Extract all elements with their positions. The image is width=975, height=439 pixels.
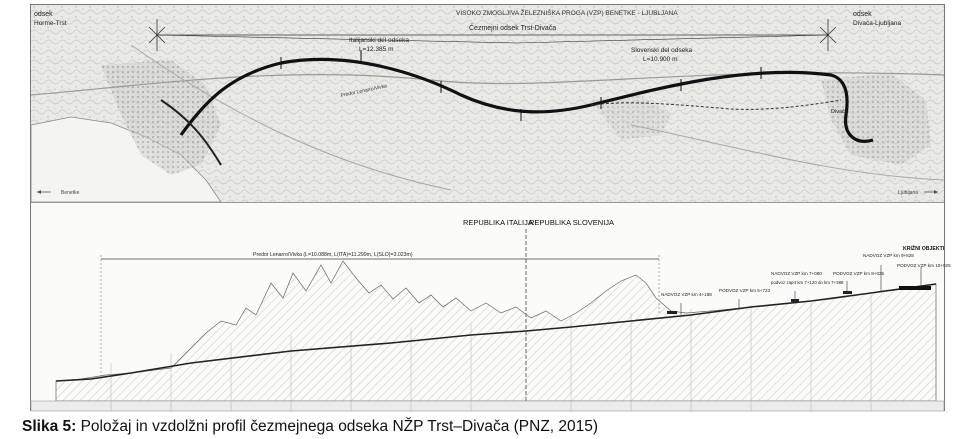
annotation-nadvoz-4188: NADVOZ VZP km 4+188	[661, 292, 712, 297]
left-corner-label: odsek	[34, 11, 53, 18]
right-corner-sub: Divača-Ljubljana	[853, 20, 902, 27]
slovenian-section-length: L=10.900 m	[643, 56, 678, 63]
slovenian-section-label: Slovenski del odseka	[631, 47, 693, 54]
left-corner-sub: Horme-Trst	[34, 20, 67, 27]
figure	[30, 4, 951, 411]
annotation-podvoz-8025: PODVOZ VZP km 8+025	[833, 271, 885, 276]
profile-data-band	[31, 401, 944, 411]
map-panel	[31, 5, 944, 202]
station-label: Divača	[831, 109, 848, 115]
italian-section-length: L=12.385 m	[359, 46, 394, 53]
map-tunnel-label: Predor Lenarro/Vivka	[340, 83, 388, 99]
caption-text: Položaj in vzdolžni profil čezmejnega odseka NŽP Trst–Divača (PNZ, 2015)	[76, 418, 599, 435]
figure-caption	[22, 418, 598, 436]
border-label-slovenia: REPUBLIKA SLOVENIJA	[529, 218, 615, 227]
map-title: VISOKO ZMOGLJIVA ŽELEZNIŠKA PROGA (VZP) BENETKE - LJUBLJANA	[456, 10, 678, 17]
map-left-end-label: Benetke	[61, 190, 80, 196]
tunnel-label: Predor Lenarro/Vivka (L=10.088m, L(ITA)=11.299m, L(SLO)=3.023m)	[253, 252, 413, 258]
annotation-nadvoz-9828: NADVOZ VZP km 9+828	[863, 253, 914, 258]
annotation-krizni-objekti: KRIŽNI OBJEKTI	[903, 246, 945, 252]
annotation-podvoz-10025: PODVOZ VZP km 10+025	[897, 263, 951, 268]
annotation-podvoz-zaprt: podvoz zaprt km 7+120 do km 7+388	[771, 280, 844, 285]
caption-label: Slika 5:	[22, 418, 77, 435]
border-label-italy: REPUBLIKA ITALIJA	[463, 218, 533, 227]
italian-section-label: Italijanski del odseka	[349, 37, 409, 44]
right-corner-label: odsek	[853, 11, 872, 18]
map-svg	[31, 5, 944, 202]
longitudinal-profile	[31, 202, 951, 411]
profile-svg	[31, 203, 951, 411]
crossborder-label: Čezmejni odsek Trst-Divača	[469, 25, 557, 32]
map-right-end-label: Ljubljana	[898, 190, 919, 196]
annotation-podvoz-5723: PODVOZ VZP km 5+723	[719, 288, 771, 293]
annotation-nadvoz-7080: NADVOZ VZP km 7+080	[771, 271, 822, 276]
